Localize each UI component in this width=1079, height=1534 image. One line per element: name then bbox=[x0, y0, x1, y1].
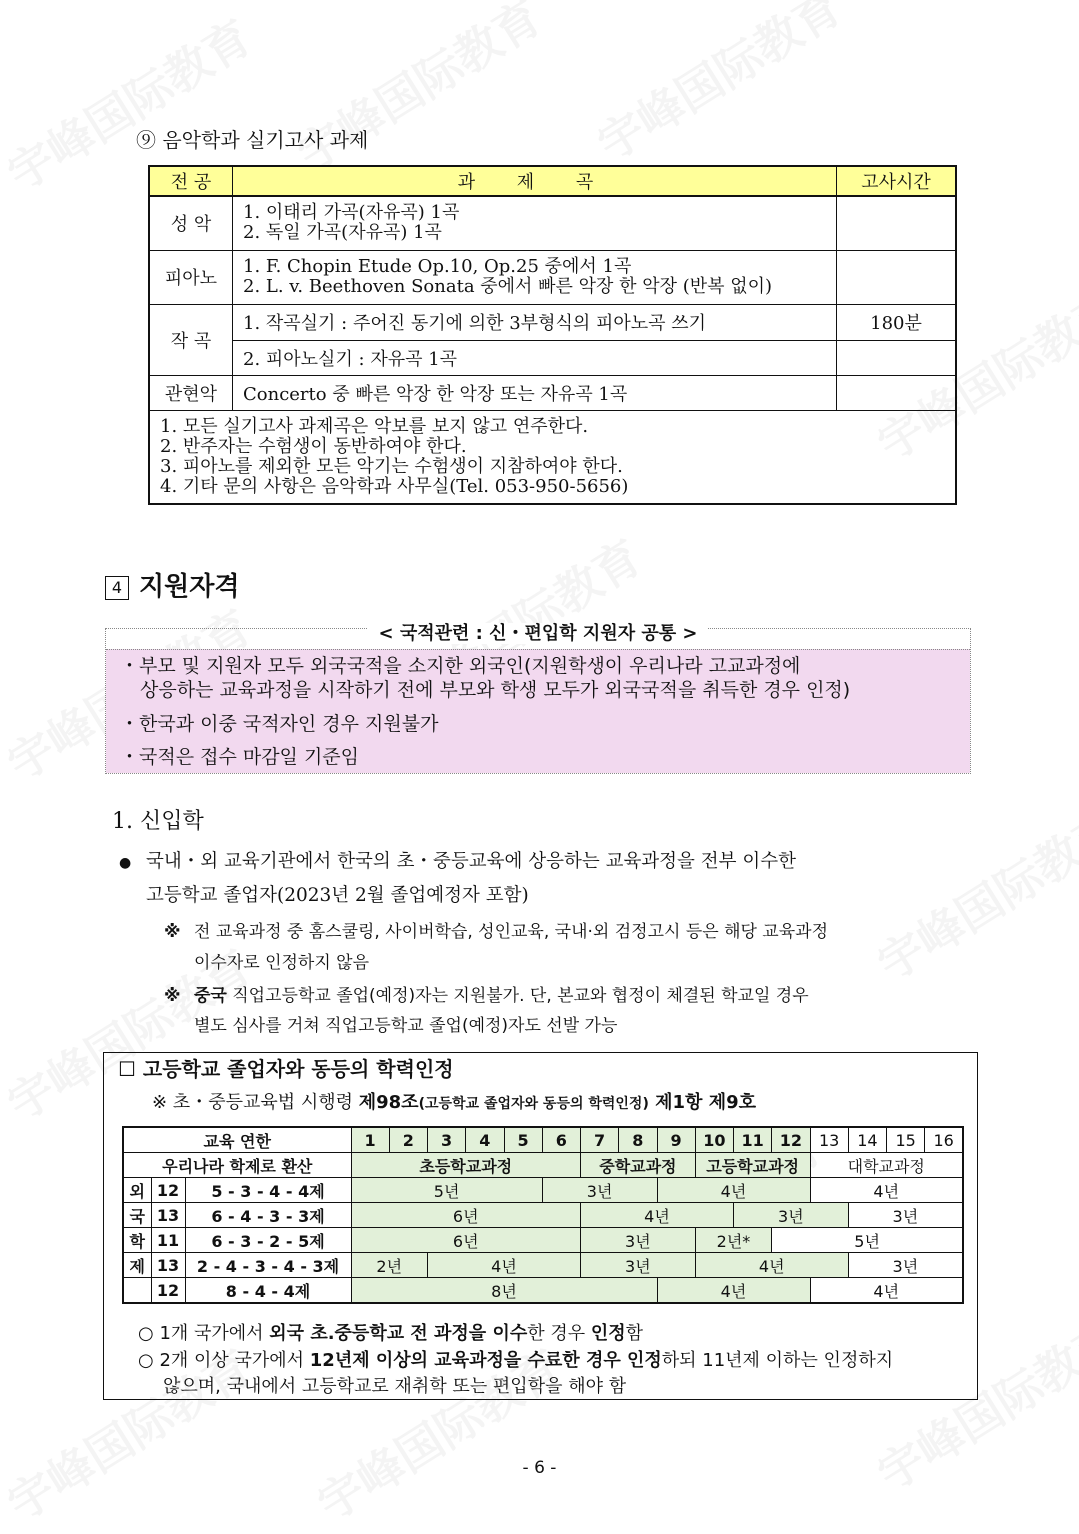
major-cell: 작 곡 bbox=[149, 304, 233, 375]
exam-table bbox=[148, 165, 957, 505]
header-pieces: 과 제 곡 bbox=[233, 166, 837, 196]
note-text: 이수자로 인정하지 않음 bbox=[194, 953, 370, 973]
pieces-cell: Concerto 중 빠른 악장 한 악장 또는 자유곡 1곡 bbox=[233, 375, 837, 410]
year-cell: 8 bbox=[619, 1127, 657, 1153]
year-cell: 6 bbox=[542, 1127, 580, 1153]
year-cell: 11 bbox=[734, 1127, 772, 1153]
section-title: 지원자격 bbox=[139, 572, 240, 602]
year-cell: 3 bbox=[428, 1127, 466, 1153]
total-years: 13 bbox=[151, 1203, 185, 1228]
major-cell: 성 악 bbox=[149, 196, 233, 250]
foreign-label: 제 bbox=[123, 1253, 151, 1278]
total-years: 11 bbox=[151, 1228, 185, 1253]
condition-item: 않으며, 국내에서 고등학교로 재취학 또는 편입학을 해야 함 bbox=[163, 1376, 627, 1397]
system-cell: 6 - 3 - 2 - 5제 bbox=[185, 1228, 351, 1253]
years-label: 교육 연한 bbox=[123, 1127, 351, 1153]
foreign-label: 국 bbox=[123, 1203, 151, 1228]
year-cell: 5 bbox=[504, 1127, 542, 1153]
nationality-item: ・국적은 접수 마감일 기준임 bbox=[120, 746, 360, 768]
stage-cell: 중학교과정 bbox=[581, 1153, 696, 1178]
major-cell: 관현악 bbox=[149, 375, 233, 410]
note-mark: ※ bbox=[164, 986, 181, 1006]
system-cell: 5 - 3 - 4 - 4제 bbox=[185, 1178, 351, 1203]
equivalence-table: 교육 연한 1 2 3 4 5 6 7 8 9 10 11 12 13 14 15 16 우리나라 학제로 환산 초등학교과정 중학교과정 고등학교과정 대학교과정 외 12 5 - 3 - 4 - 4제 5년 3년 4년 4년 국 13 6 - 4 - 3 - 3제 6년 4년 3년 3년 학 11 6 - 3 - 2 - 5제 6년 3년 2년* 5년 제 13 2 - 4 - 3 - 4 - 3제 2년 4년 3년 4년 3년 12 8 - 4 - 4제 8년 4년 4년 bbox=[122, 1126, 964, 1304]
stage-cell: 고등학교과정 bbox=[695, 1153, 810, 1178]
section-heading bbox=[105, 566, 239, 603]
law-reference: ※ 초・중등교육법 시행령 제98조(고등학교 졸업자와 동등의 학력인정) 제1항 제9호 bbox=[152, 1092, 756, 1113]
year-cell: 9 bbox=[657, 1127, 695, 1153]
stage-cell: 초등학교과정 bbox=[351, 1153, 581, 1178]
year-cell: 7 bbox=[581, 1127, 619, 1153]
total-years: 12 bbox=[151, 1178, 185, 1203]
major-cell: 피아노 bbox=[149, 250, 233, 304]
header-major: 전 공 bbox=[149, 166, 233, 196]
note-text: 전 교육과정 중 홈스쿨링, 사이버학습, 성인교육, 국내·외 검정고시 등은 해당 교육과정 bbox=[194, 922, 829, 942]
bullet-icon: ● bbox=[119, 855, 132, 871]
year-cell: 15 bbox=[887, 1127, 925, 1153]
year-cell: 10 bbox=[695, 1127, 733, 1153]
foreign-label: 학 bbox=[123, 1228, 151, 1253]
year-cell: 13 bbox=[810, 1127, 848, 1153]
freshman-title: 1. 신입학 bbox=[112, 809, 204, 834]
nationality-item: ・한국과 이중 국적자인 경우 지원불가 bbox=[120, 713, 439, 735]
pieces-cell: 1. 작곡실기 : 주어진 동기에 의한 3부형식의 피아노곡 쓰기 bbox=[233, 304, 837, 340]
stage-cell: 대학교과정 bbox=[810, 1153, 963, 1178]
convert-label: 우리나라 학제로 환산 bbox=[123, 1153, 351, 1178]
watermark bbox=[583, 0, 852, 174]
system-cell: 6 - 4 - 3 - 3제 bbox=[185, 1203, 351, 1228]
freshman-paragraph: 고등학교 졸업자(2023년 2월 졸업예정자 포함) bbox=[146, 885, 529, 906]
foreign-label: 외 bbox=[123, 1178, 151, 1203]
exam-time: 180분 bbox=[837, 304, 957, 340]
year-cell: 16 bbox=[925, 1127, 963, 1153]
watermark bbox=[863, 792, 1079, 994]
system-cell: 2 - 4 - 3 - 4 - 3제 bbox=[185, 1253, 351, 1278]
watermark bbox=[283, 0, 552, 184]
header-time: 고사시간 bbox=[837, 166, 957, 196]
note-text: 별도 심사를 거쳐 직업고등학교 졸업(예정)자도 선발 가능 bbox=[194, 1016, 618, 1036]
pieces-cell: 1. 이태리 가곡(자유곡) 1곡 2. 독일 가곡(자유곡) 1곡 bbox=[233, 196, 837, 250]
exam-notes: 1. 모든 실기고사 과제곡은 악보를 보지 않고 연주한다. 2. 반주자는 수험생이 동반하여야 한다. 3. 피아노를 제외한 모든 악기는 수험생이 지참하여야 한다. 4. 기타 문의 사항은 음악학과 사무실(Tel. 053-950-5656) bbox=[149, 410, 956, 504]
year-cell: 2 bbox=[389, 1127, 427, 1153]
year-cell: 14 bbox=[848, 1127, 886, 1153]
page-number: - 6 - bbox=[522, 1458, 557, 1478]
condition-item: ○ 2개 이상 국가에서 12년제 이상의 교육과정을 수료한 경우 인정하되 11년제 이하는 인정하지 bbox=[138, 1350, 894, 1371]
year-cell: 1 bbox=[351, 1127, 389, 1153]
freshman-paragraph: 국내・외 교육기관에서 한국의 초・중등교육에 상응하는 교육과정을 전부 이수한 bbox=[146, 851, 797, 872]
year-cell: 4 bbox=[466, 1127, 504, 1153]
nationality-box bbox=[105, 623, 971, 774]
total-years: 12 bbox=[151, 1278, 185, 1304]
nationality-content bbox=[106, 649, 970, 773]
section-number-box: 4 bbox=[105, 576, 129, 600]
nationality-item: 상응하는 교육과정을 시작하기 전에 부모와 학생 모두가 외국국적을 취득한 경우 인정) bbox=[140, 679, 851, 701]
system-cell: 8 - 4 - 4제 bbox=[185, 1278, 351, 1304]
nationality-item: ・부모 및 지원자 모두 외국국적을 소지한 외국인(지원학생이 우리나라 고교과정에 bbox=[120, 655, 801, 677]
year-cell: 12 bbox=[772, 1127, 810, 1153]
equivalence-title: ☐ 고등학교 졸업자와 동등의 학력인정 bbox=[118, 1057, 454, 1081]
condition-item: ○ 1개 국가에서 외국 초.중등학교 전 과정을 이수한 경우 인정함 bbox=[138, 1323, 644, 1344]
pieces-cell: 1. F. Chopin Etude Op.10, Op.25 중에서 1곡 2. L. v. Beethoven Sonata 중에서 빠른 악장 한 악장 (반복 없이) bbox=[233, 250, 837, 304]
total-years: 13 bbox=[151, 1253, 185, 1278]
nationality-caption: < 국적관련 : 신・편입학 지원자 공통 > bbox=[106, 619, 970, 645]
exam-section-title: ⑨ 음악학과 실기고사 과제 bbox=[136, 128, 369, 152]
pieces-cell: 2. 피아노실기 : 자유곡 1곡 bbox=[233, 340, 837, 375]
note-text: 중국 직업고등학교 졸업(예정)자는 지원불가. 단, 본교와 협정이 체결된 학교일 경우 bbox=[194, 986, 809, 1006]
note-mark: ※ bbox=[164, 922, 181, 942]
